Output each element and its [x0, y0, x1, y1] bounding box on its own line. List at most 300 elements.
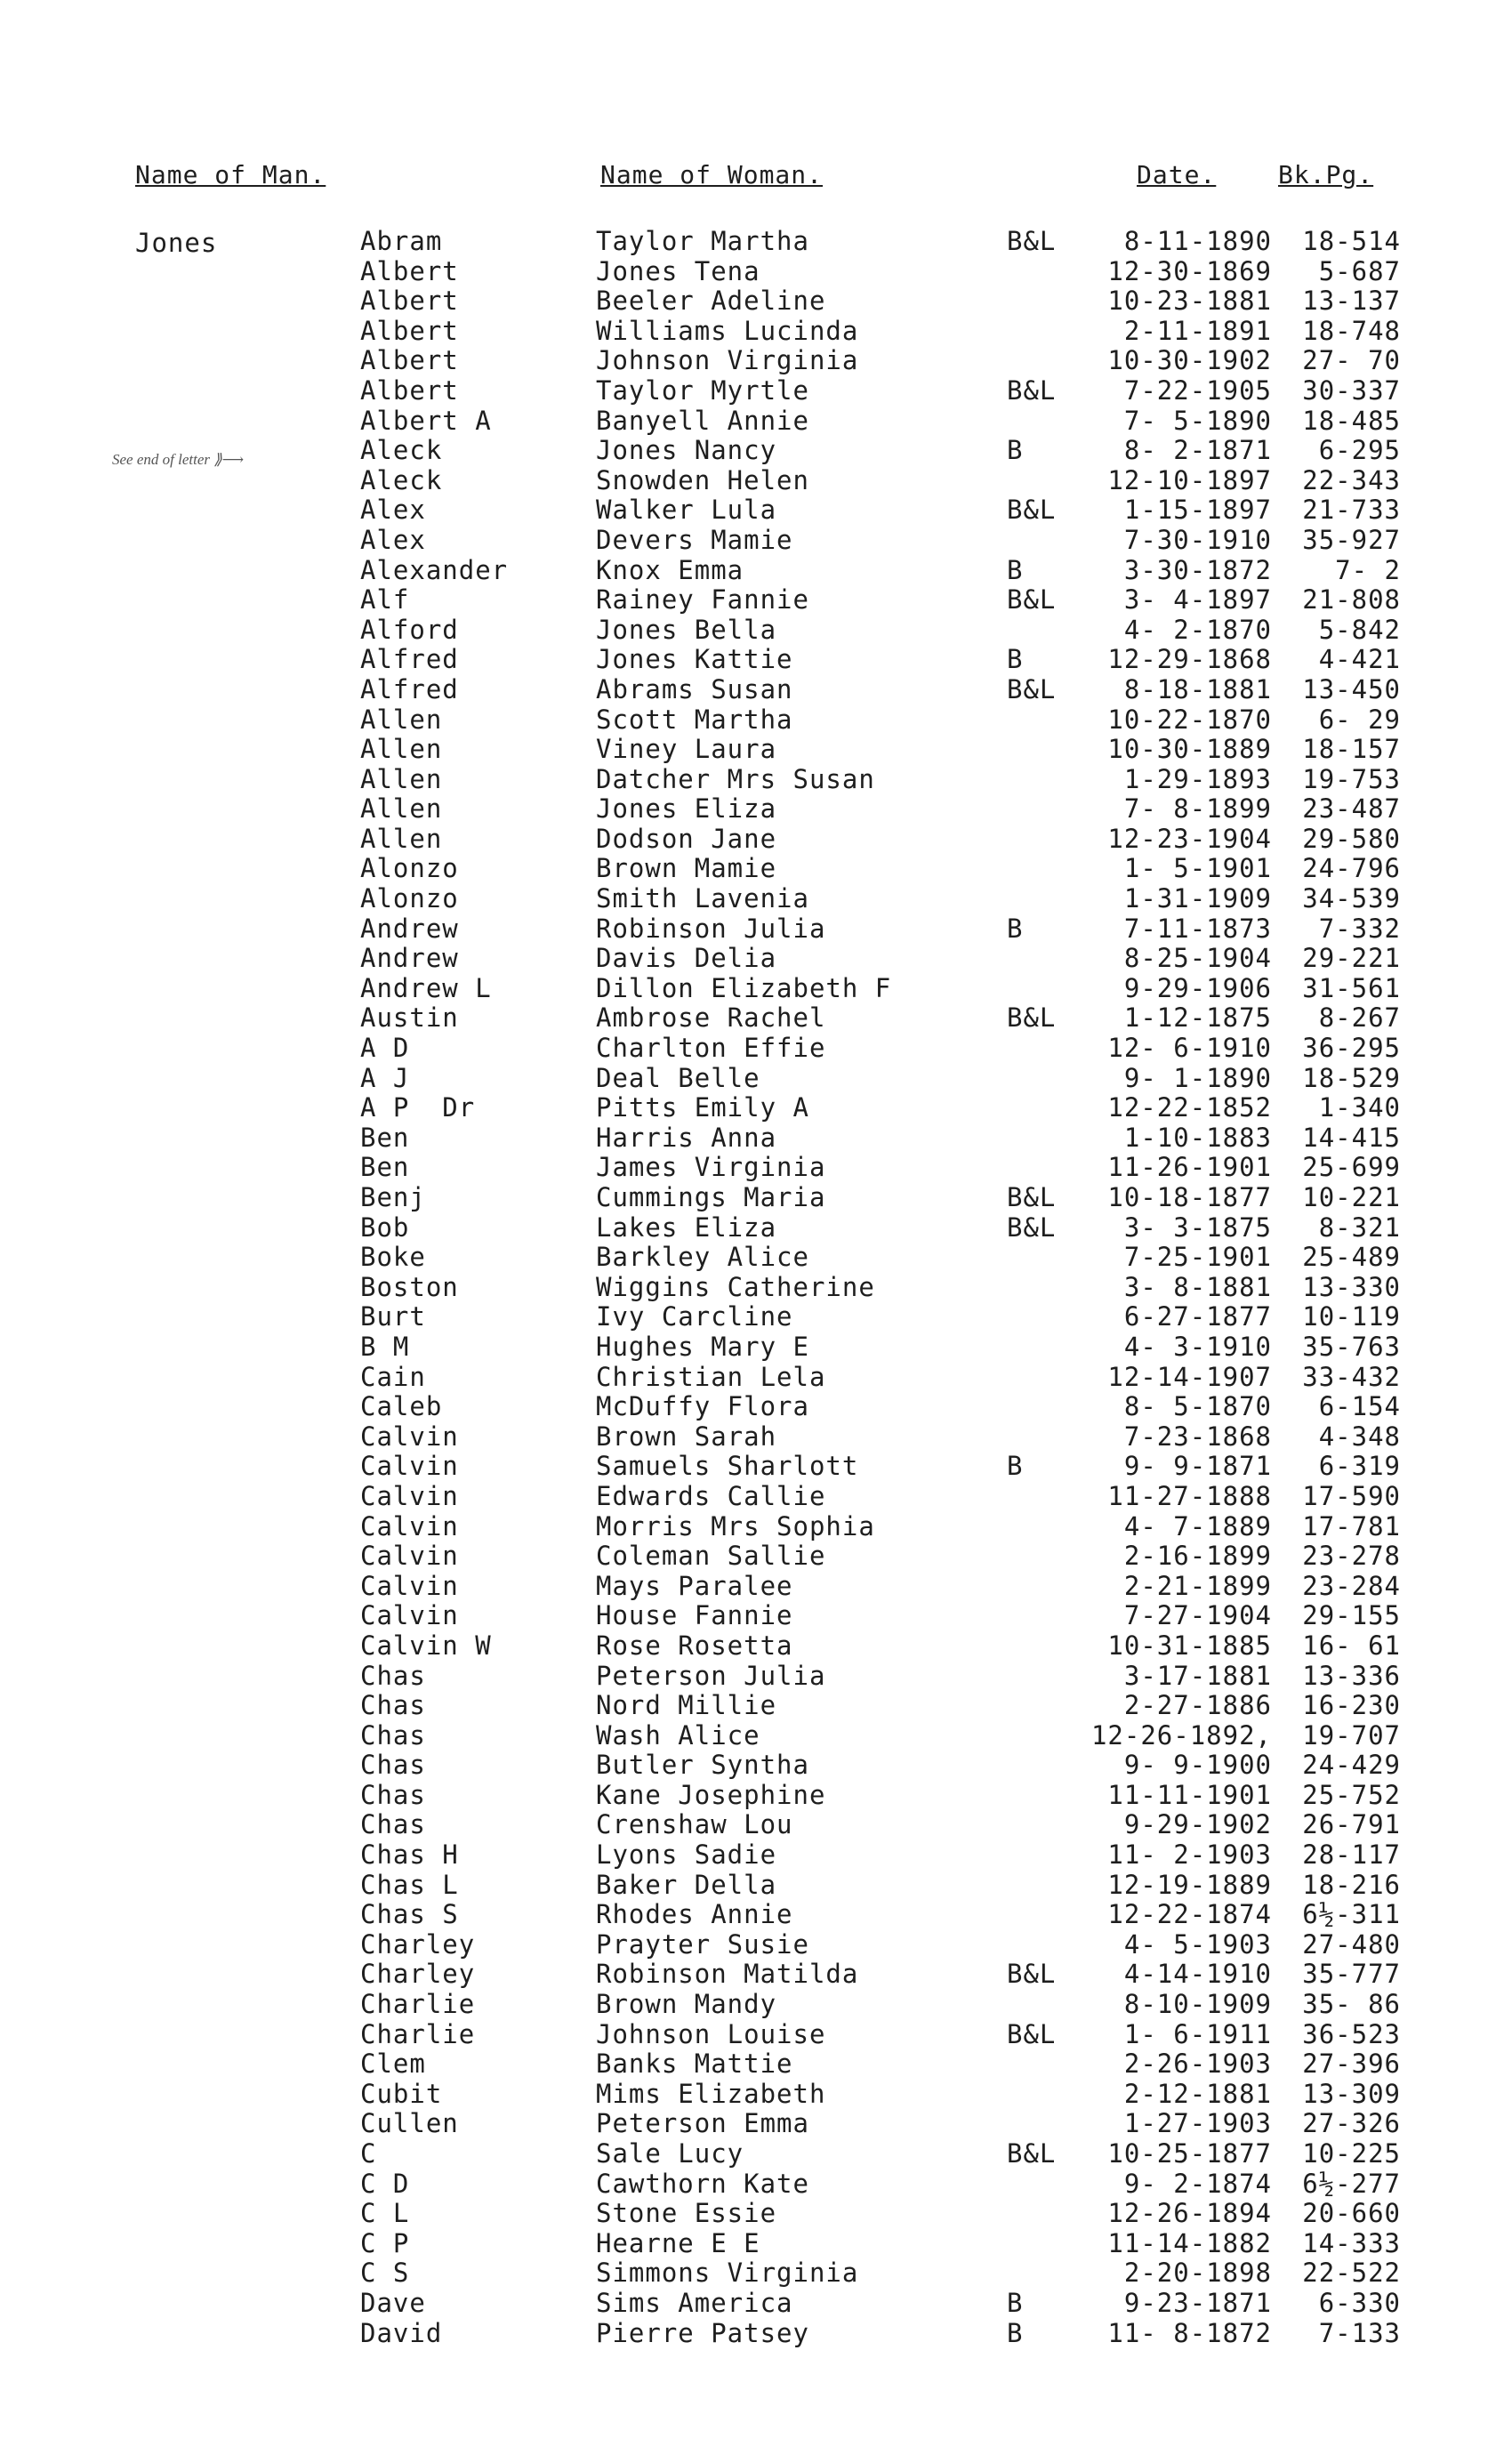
woman-name: Rainey Fannie: [596, 584, 809, 616]
marriage-date: 4- 3-1910: [1123, 1331, 1272, 1362]
woman-name: Wash Alice: [596, 1719, 760, 1751]
man-given-name: Charley: [360, 1959, 476, 1990]
woman-name: McDuffy Flora: [596, 1391, 809, 1422]
marriage-date: 11-27-1888: [1107, 1480, 1272, 1511]
book-page: 36-523: [1302, 2018, 1401, 2049]
man-given-name: C P: [360, 2227, 410, 2258]
book-page: 27-326: [1302, 2108, 1401, 2139]
marriage-date: 10-31-1885: [1107, 1630, 1272, 1661]
marriage-date: 2-21-1899: [1123, 1570, 1272, 1601]
marriage-date: 8-11-1890: [1123, 226, 1272, 256]
record-mark: B&L: [1007, 584, 1057, 616]
record-row: [0, 1152, 1512, 1182]
record-row: [0, 1123, 1512, 1153]
woman-name: Cawthorn Kate: [596, 2168, 809, 2199]
book-page: 35-927: [1302, 524, 1401, 555]
record-mark: B&L: [1007, 1211, 1057, 1243]
record-mark: B&L: [1007, 374, 1057, 406]
record-row: [0, 1002, 1512, 1033]
man-given-name: Alonzo: [360, 883, 459, 914]
book-page: 34-539: [1302, 883, 1401, 914]
record-row: [0, 2228, 1512, 2258]
book-page: 10-225: [1302, 2138, 1401, 2169]
man-given-name: A D: [360, 1033, 410, 1064]
man-given-name: Ben: [360, 1152, 410, 1183]
man-given-name: Benj: [360, 1182, 426, 1212]
woman-name: Peterson Julia: [596, 1660, 826, 1691]
margin-note-text: See end of letter: [112, 451, 210, 468]
woman-name: Stone Essie: [596, 2198, 777, 2229]
woman-name: Jones Nancy: [596, 435, 777, 466]
record-row: [0, 1063, 1512, 1093]
book-page: 25-752: [1302, 1779, 1401, 1810]
header-name-of-woman: Name of Woman.: [600, 160, 824, 189]
marriage-date: 10-23-1881: [1107, 286, 1272, 317]
record-row: [0, 1989, 1512, 2019]
record-row: [0, 2049, 1512, 2079]
woman-name: Scott Martha: [596, 704, 793, 735]
marriage-date: 11-11-1901: [1107, 1779, 1272, 1810]
marriage-date: 11-26-1901: [1107, 1152, 1272, 1183]
arrow-icon: ⟫⟶: [213, 451, 245, 468]
book-page: 16- 61: [1302, 1630, 1401, 1661]
record-row: [0, 943, 1512, 973]
woman-name: Morris Mrs Sophia: [596, 1510, 875, 1541]
record-mark: B: [1007, 435, 1024, 466]
man-given-name: Ben: [360, 1122, 410, 1153]
header-date: Date.: [1137, 160, 1217, 189]
marriage-date: 7-30-1910: [1123, 524, 1272, 555]
record-row: [0, 286, 1512, 316]
record-mark: B: [1007, 2287, 1024, 2318]
record-row: [0, 1033, 1512, 1063]
book-page: 17-781: [1302, 1510, 1401, 1541]
marriage-date: 1- 6-1911: [1123, 2018, 1272, 2049]
marriage-date: 12-14-1907: [1107, 1361, 1272, 1392]
woman-name: Beeler Adeline: [596, 286, 826, 317]
woman-name: Mays Paralee: [596, 1570, 793, 1601]
marriage-date: 2-16-1899: [1123, 1541, 1272, 1572]
record-mark: B: [1007, 2317, 1024, 2348]
record-row: [0, 316, 1512, 346]
book-page: 13-137: [1302, 286, 1401, 317]
book-page: 18-485: [1302, 405, 1401, 436]
woman-name: Charlton Effie: [596, 1033, 826, 1064]
woman-name: Prayter Susie: [596, 1928, 809, 1960]
record-row: [0, 1571, 1512, 1601]
record-row: [0, 1690, 1512, 1720]
man-given-name: A P Dr: [360, 1092, 476, 1123]
woman-name: Deal Belle: [596, 1062, 760, 1093]
book-page: 7-332: [1318, 913, 1401, 944]
woman-name: Walker Lula: [596, 495, 777, 526]
man-given-name: Calvin: [360, 1570, 459, 1601]
marriage-date: 7- 5-1890: [1123, 405, 1272, 436]
woman-name: Samuels Sharlott: [596, 1451, 859, 1482]
man-given-name: Alford: [360, 614, 459, 645]
man-given-name: Albert: [360, 255, 459, 286]
record-row: [0, 406, 1512, 436]
book-page: 10-119: [1302, 1301, 1401, 1332]
record-row: [0, 1451, 1512, 1481]
man-given-name: Chas: [360, 1660, 426, 1691]
record-row: [0, 1182, 1512, 1212]
book-page: 21-808: [1302, 584, 1401, 616]
man-given-name: Austin: [360, 1002, 459, 1034]
woman-name: Brown Sarah: [596, 1421, 777, 1452]
book-page: 35- 86: [1302, 1989, 1401, 2020]
book-page: 5-842: [1318, 614, 1401, 645]
record-mark: B&L: [1007, 1182, 1057, 1212]
marriage-date: 9- 9-1900: [1123, 1750, 1272, 1781]
record-mark: B: [1007, 554, 1024, 585]
man-given-name: Clem: [360, 2049, 426, 2080]
marriage-date: 8-25-1904: [1123, 943, 1272, 974]
record-row: [0, 1481, 1512, 1511]
record-row: [0, 2019, 1512, 2049]
woman-name: Kane Josephine: [596, 1779, 826, 1810]
man-given-name: Albert: [360, 315, 459, 346]
book-page: 25-489: [1302, 1242, 1401, 1273]
book-page: 16-230: [1302, 1690, 1401, 1721]
book-page: 20-660: [1302, 2198, 1401, 2229]
marriage-date: 9- 2-1874: [1123, 2168, 1272, 2199]
record-row: [0, 1362, 1512, 1392]
record-row: [0, 853, 1512, 883]
marriage-date: 1-31-1909: [1123, 883, 1272, 914]
woman-name: Johnson Virginia: [596, 345, 859, 376]
book-page: 19-753: [1302, 763, 1401, 794]
man-given-name: Allen: [360, 793, 443, 825]
record-mark: B&L: [1007, 226, 1057, 256]
record-row: [0, 256, 1512, 286]
marriage-date: 7-23-1868: [1123, 1421, 1272, 1452]
marriage-date: 8- 2-1871: [1123, 435, 1272, 466]
book-page: 6½-277: [1302, 2168, 1401, 2199]
woman-name: Mims Elizabeth: [596, 2078, 826, 2109]
book-page: 26-791: [1302, 1809, 1401, 1840]
marriage-date: 9-23-1871: [1123, 2287, 1272, 2318]
record-row: [0, 1391, 1512, 1421]
record-row: [0, 734, 1512, 764]
marriage-date: 3- 8-1881: [1123, 1271, 1272, 1302]
record-row: [0, 1092, 1512, 1123]
woman-name: Smith Lavenia: [596, 883, 809, 914]
record-row: [0, 2288, 1512, 2318]
man-given-name: Alfred: [360, 644, 459, 675]
book-page: 19-707: [1302, 1719, 1401, 1751]
marriage-date: 7-11-1873: [1123, 913, 1272, 944]
woman-name: Taylor Myrtle: [596, 374, 809, 406]
record-row: [0, 465, 1512, 495]
marriage-date: 2-11-1891: [1123, 315, 1272, 346]
woman-name: Jones Bella: [596, 614, 777, 645]
woman-name: James Virginia: [596, 1152, 826, 1183]
woman-name: Dodson Jane: [596, 823, 777, 854]
book-page: 22-522: [1302, 2258, 1401, 2289]
marriage-date: 9- 9-1871: [1123, 1451, 1272, 1482]
record-row: [0, 824, 1512, 854]
book-page: 18-748: [1302, 315, 1401, 346]
woman-name: Robinson Julia: [596, 913, 826, 944]
marriage-date: 10-30-1902: [1107, 345, 1272, 376]
record-row: [0, 2198, 1512, 2228]
book-page: 13-309: [1302, 2078, 1401, 2109]
book-page: 8-321: [1318, 1211, 1401, 1243]
woman-name: Barkley Alice: [596, 1242, 809, 1273]
marriage-date: 7- 8-1899: [1123, 793, 1272, 825]
book-page: 8-267: [1318, 1002, 1401, 1034]
man-given-name: Albert: [360, 374, 459, 406]
book-page: 29-155: [1302, 1600, 1401, 1631]
book-page: 27-480: [1302, 1928, 1401, 1960]
woman-name: Banks Mattie: [596, 2049, 793, 2080]
man-given-name: C L: [360, 2198, 410, 2229]
book-page: 10-221: [1302, 1182, 1401, 1212]
man-given-name: Chas: [360, 1750, 426, 1781]
man-given-name: Alfred: [360, 673, 459, 704]
woman-name: Sale Lucy: [596, 2138, 744, 2169]
record-mark: B: [1007, 1451, 1024, 1482]
woman-name: Peterson Emma: [596, 2108, 809, 2139]
man-given-name: Aleck: [360, 464, 443, 495]
marriage-date: 12-26-1894: [1107, 2198, 1272, 2229]
man-given-name: Dave: [360, 2287, 426, 2318]
woman-name: Coleman Sallie: [596, 1541, 826, 1572]
woman-name: Jones Kattie: [596, 644, 793, 675]
record-row: [0, 2108, 1512, 2138]
book-page: 6½-311: [1302, 1899, 1401, 1930]
record-row: [0, 1630, 1512, 1661]
marriage-date: 11-14-1882: [1107, 2227, 1272, 2258]
record-row: [0, 1780, 1512, 1810]
header-book-page: Bk.Pg.: [1278, 160, 1374, 189]
record-mark: B&L: [1007, 1959, 1057, 1990]
marriage-date: 2-27-1886: [1123, 1690, 1272, 1721]
record-row: [0, 2138, 1512, 2169]
record-mark: B: [1007, 644, 1024, 675]
record-row: [0, 1511, 1512, 1541]
book-page: 6-295: [1318, 435, 1401, 466]
book-page: 14-415: [1302, 1122, 1401, 1153]
man-given-name: C: [360, 2138, 377, 2169]
book-page: 23-487: [1302, 793, 1401, 825]
man-given-name: Allen: [360, 734, 443, 765]
man-given-name: Abram: [360, 226, 443, 256]
record-row: [0, 1959, 1512, 1989]
record-row: [0, 584, 1512, 615]
book-page: 23-278: [1302, 1541, 1401, 1572]
man-given-name: Cain: [360, 1361, 426, 1392]
woman-name: Viney Laura: [596, 734, 777, 765]
book-page: 13-336: [1302, 1660, 1401, 1691]
man-given-name: Boke: [360, 1242, 426, 1273]
record-mark: B&L: [1007, 673, 1057, 704]
man-given-name: Calvin W: [360, 1630, 492, 1661]
book-page: 30-337: [1302, 374, 1401, 406]
book-page: 6-319: [1318, 1451, 1401, 1482]
record-row: [0, 1839, 1512, 1870]
marriage-date: 12-30-1869: [1107, 255, 1272, 286]
record-row: [0, 973, 1512, 1003]
man-given-name: Calvin: [360, 1600, 459, 1631]
woman-name: Johnson Louise: [596, 2018, 826, 2049]
man-given-name: Alex: [360, 495, 426, 526]
woman-name: Hearne E E: [596, 2227, 760, 2258]
marriage-date: 2-12-1881: [1123, 2078, 1272, 2109]
book-page: 33-432: [1302, 1361, 1401, 1392]
marriage-date: 9- 1-1890: [1123, 1062, 1272, 1093]
book-page: 23-284: [1302, 1570, 1401, 1601]
marriage-date: 12-26-1892,: [1090, 1719, 1272, 1751]
marriage-date: 2-20-1898: [1123, 2258, 1272, 2289]
book-page: 28-117: [1302, 1839, 1401, 1871]
woman-name: Banyell Annie: [596, 405, 809, 436]
marriage-date: 11- 2-1903: [1107, 1839, 1272, 1871]
book-page: 22-343: [1302, 464, 1401, 495]
man-given-name: Albert: [360, 286, 459, 317]
man-given-name: B M: [360, 1331, 410, 1362]
record-row: [0, 1541, 1512, 1571]
man-given-name: C D: [360, 2168, 410, 2199]
man-given-name: Chas: [360, 1690, 426, 1721]
woman-name: Taylor Martha: [596, 226, 809, 256]
book-page: 1-340: [1318, 1092, 1401, 1123]
woman-name: Robinson Matilda: [596, 1959, 859, 1990]
man-given-name: Allen: [360, 704, 443, 735]
woman-name: Pierre Patsey: [596, 2317, 809, 2348]
record-row: [0, 1929, 1512, 1960]
header-name-of-man: Name of Man.: [135, 160, 326, 189]
record-row: [0, 764, 1512, 794]
record-row: [0, 793, 1512, 824]
man-given-name: David: [360, 2317, 443, 2348]
book-page: 21-733: [1302, 495, 1401, 526]
record-row: [0, 2169, 1512, 2199]
man-given-name: A J: [360, 1062, 410, 1093]
marriage-date: 9-29-1906: [1123, 972, 1272, 1003]
book-page: 31-561: [1302, 972, 1401, 1003]
record-row: [0, 2258, 1512, 2288]
marriage-date: 10-22-1870: [1107, 704, 1272, 735]
record-row: [0, 345, 1512, 375]
book-page: 35-763: [1302, 1331, 1401, 1362]
record-mark: B&L: [1007, 2018, 1057, 2049]
record-row: [0, 1332, 1512, 1362]
woman-name: Rhodes Annie: [596, 1899, 793, 1930]
man-given-name: Aleck: [360, 435, 443, 466]
surname-label: Jones: [135, 228, 218, 258]
man-given-name: Chas S: [360, 1899, 459, 1930]
woman-name: Jones Tena: [596, 255, 760, 286]
woman-name: Lakes Eliza: [596, 1211, 777, 1243]
book-page: 17-590: [1302, 1480, 1401, 1511]
book-page: 18-529: [1302, 1062, 1401, 1093]
woman-name: Ivy Carcline: [596, 1301, 793, 1332]
record-row: [0, 525, 1512, 555]
man-given-name: C S: [360, 2258, 410, 2289]
marriage-date: 12-23-1904: [1107, 823, 1272, 854]
record-row: [0, 495, 1512, 525]
man-given-name: Chas: [360, 1719, 426, 1751]
man-given-name: Albert: [360, 345, 459, 376]
record-row: [0, 1899, 1512, 1929]
man-given-name: Alex: [360, 524, 426, 555]
man-given-name: Allen: [360, 763, 443, 794]
woman-name: Edwards Callie: [596, 1480, 826, 1511]
book-page: 24-796: [1302, 853, 1401, 884]
woman-name: Devers Mamie: [596, 524, 793, 555]
record-row: [0, 1242, 1512, 1272]
marriage-date: 3-17-1881: [1123, 1660, 1272, 1691]
woman-name: Knox Emma: [596, 554, 744, 585]
marriage-date: 1-10-1883: [1123, 1122, 1272, 1153]
record-row: [0, 1301, 1512, 1332]
woman-name: Williams Lucinda: [596, 315, 859, 346]
marriage-date: 9-29-1902: [1123, 1809, 1272, 1840]
book-page: 7-133: [1318, 2317, 1401, 2348]
marriage-date: 10-25-1877: [1107, 2138, 1272, 2169]
woman-name: Datcher Mrs Susan: [596, 763, 875, 794]
woman-name: Crenshaw Lou: [596, 1809, 793, 1840]
woman-name: Abrams Susan: [596, 673, 793, 704]
record-row: [0, 1421, 1512, 1452]
marriage-date: 1-12-1875: [1123, 1002, 1272, 1034]
man-given-name: Calvin: [360, 1541, 459, 1572]
record-row: [0, 1661, 1512, 1691]
book-page: 29-580: [1302, 823, 1401, 854]
book-page: 27- 70: [1302, 345, 1401, 376]
woman-name: Sims America: [596, 2287, 793, 2318]
marriage-date: 12-22-1852: [1107, 1092, 1272, 1123]
man-given-name: Chas L: [360, 1869, 459, 1900]
book-page: 6- 29: [1318, 704, 1401, 735]
marriage-date: 12-22-1874: [1107, 1899, 1272, 1930]
marriage-date: 3- 3-1875: [1123, 1211, 1272, 1243]
man-given-name: Burt: [360, 1301, 426, 1332]
record-row: [0, 914, 1512, 944]
woman-name: Davis Delia: [596, 943, 777, 974]
record-mark: B&L: [1007, 2138, 1057, 2169]
record-row: [0, 555, 1512, 585]
woman-name: Cummings Maria: [596, 1182, 826, 1212]
woman-name: House Fannie: [596, 1600, 793, 1631]
woman-name: Lyons Sadie: [596, 1839, 777, 1871]
book-page: 14-333: [1302, 2227, 1401, 2258]
marriage-date: 1-15-1897: [1123, 495, 1272, 526]
woman-name: Snowden Helen: [596, 464, 809, 495]
record-row: [0, 435, 1512, 465]
record-row: [0, 2079, 1512, 2109]
man-given-name: Calvin: [360, 1451, 459, 1482]
book-page: 4-421: [1318, 644, 1401, 675]
woman-name: Baker Della: [596, 1869, 777, 1900]
man-given-name: Alf: [360, 584, 410, 616]
record-row: [0, 1870, 1512, 1900]
marriage-date: 4- 7-1889: [1123, 1510, 1272, 1541]
book-page: 13-330: [1302, 1271, 1401, 1302]
marriage-date: 12-19-1889: [1107, 1869, 1272, 1900]
book-page: 18-514: [1302, 226, 1401, 256]
woman-name: Rose Rosetta: [596, 1630, 793, 1661]
book-page: 25-699: [1302, 1152, 1401, 1183]
woman-name: Simmons Virginia: [596, 2258, 859, 2289]
marriage-date: 2-26-1903: [1123, 2049, 1272, 2080]
woman-name: Brown Mamie: [596, 853, 777, 884]
record-row: [0, 2318, 1512, 2348]
marriage-date: 1-29-1893: [1123, 763, 1272, 794]
man-given-name: Alexander: [360, 554, 509, 585]
